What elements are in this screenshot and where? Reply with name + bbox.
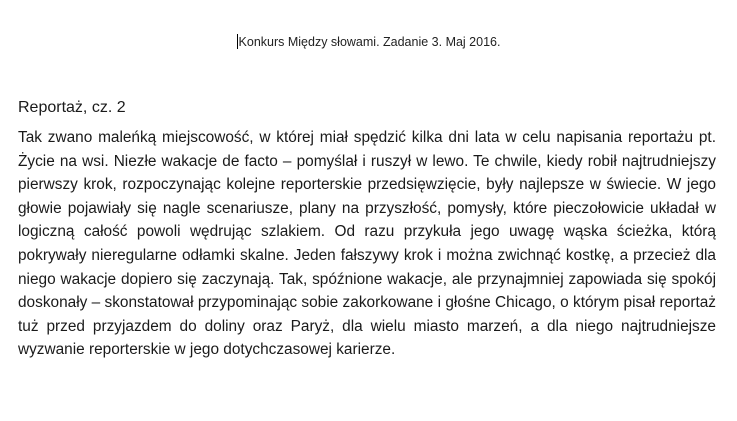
body-paragraph[interactable]: Tak zwano maleńką miejscowość, w której miał spędzić kilka dni lata w celu napisania reportażu pt. Życie na wsi. Niezłe wakacje de facto – pomyślał i ruszył w lewo. Te chwile, kiedy robił najtrudniejszy pierwszy krok, rozpoczynając kolejne reporterskie przedsięwzięcie, były najlepsze w świecie. W jego głowie pojawiały się nagle scenariusze, plany na przyszłość, pomysły, które pieczołowicie układał w logiczną całość powoli wędrując szlakiem. Od razu przykuła jego uwagę wąska ścieżka, którą pokrywały nieregularne odłamki skalne. Jeden fałszywy krok i można zwichnąć kostkę, a przecież dla niego wakacje dopiero się zaczynają. Tak, spóźnione wakacje, ale przynajmniej zapowiada się spokój doskonały – skonstatował przypominając sobie zakorkowane i głośne Chicago, o którym pisał reportaż tuż przed przyjazdem do doliny oraz Paryż, dla wielu miasto marzeń, a dla niego najtrudniejsze wyzwanie reporterskie w jego dotychczasowej karierze.: [18, 129, 716, 359]
section-heading[interactable]: Reportaż, cz. 2: [18, 99, 126, 116]
page-header[interactable]: [0, 34, 737, 49]
header-text: Konkurs Między słowami. Zadanie 3. Maj 2016.: [238, 35, 501, 49]
text-cursor: [237, 34, 238, 49]
